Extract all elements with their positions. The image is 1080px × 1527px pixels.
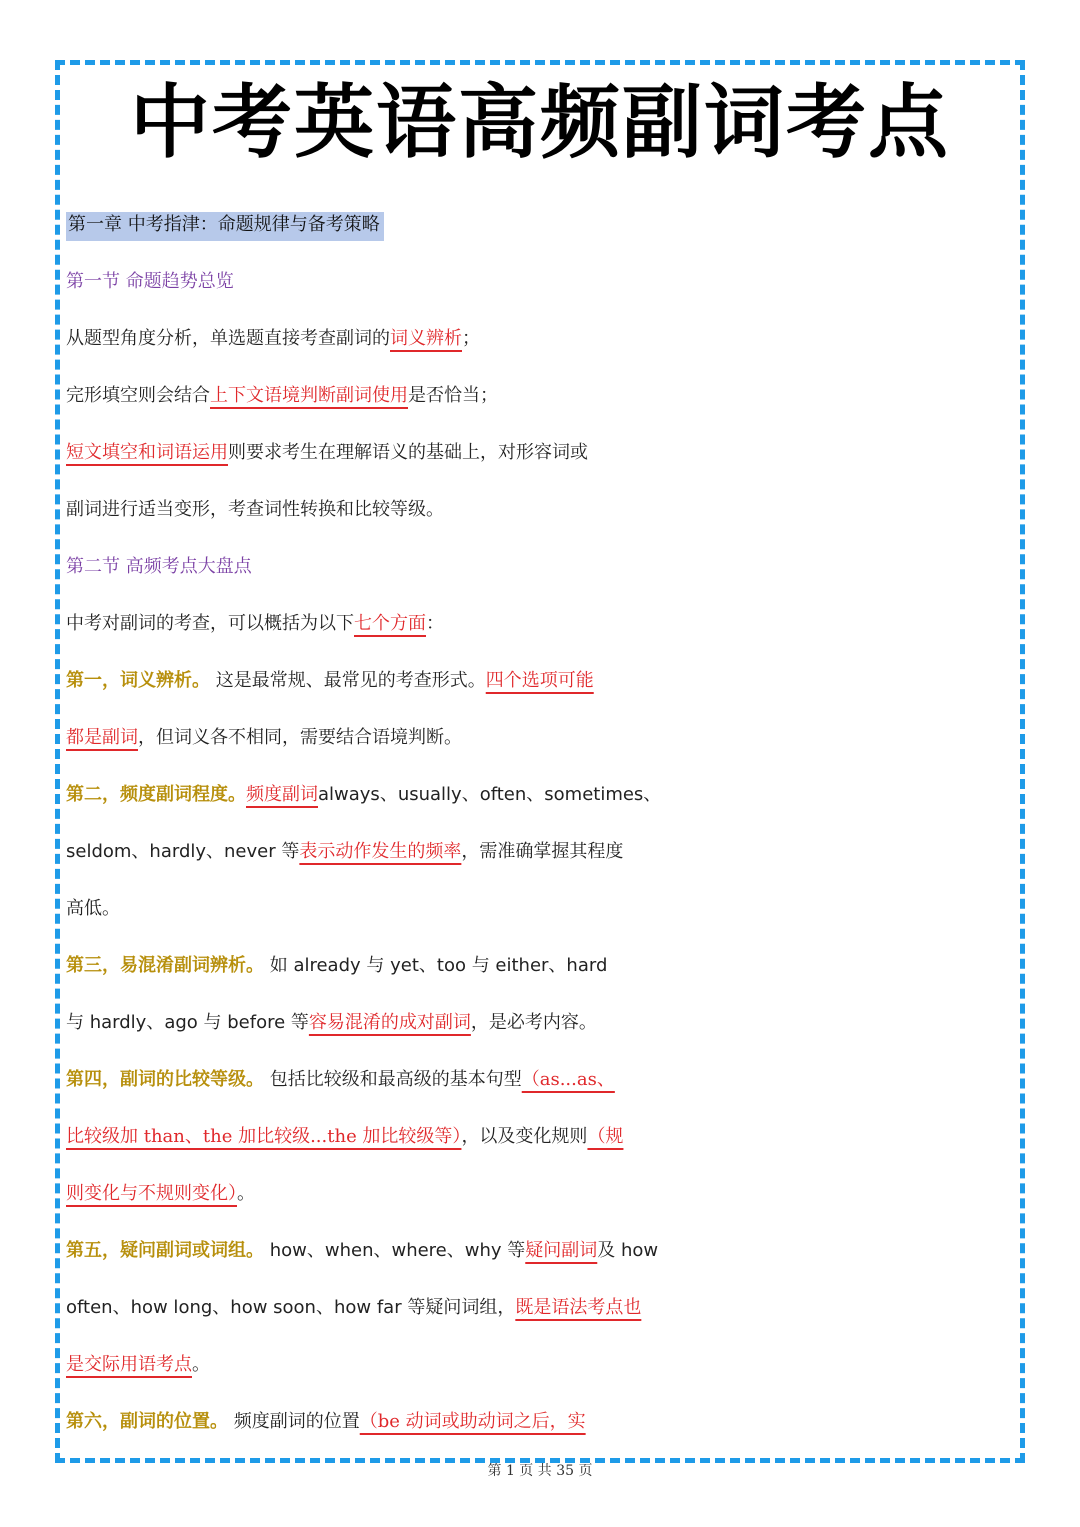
paragraph-line: 都是副词，但词义各不相同，需要结合语境判断。 (66, 727, 462, 748)
paragraph-line: 则变化与不规则变化）。 (66, 1183, 255, 1204)
page-title: 中考英语高频副词考点 (130, 76, 950, 169)
paragraph-line: 高低。 (66, 898, 120, 919)
highlight-term: （规 (587, 1126, 624, 1147)
highlight-term: （be 动词或助动词之后，实 (359, 1411, 586, 1432)
highlight-term: 表示动作发生的频率 (299, 841, 462, 862)
paragraph-line: often、how long、how soon、how far 等疑问词组，既是语法考点也 (66, 1297, 642, 1318)
section-2-heading: 第二节 高频考点大盘点 (66, 556, 252, 577)
page-footer: 第 1 页 共 35 页 (487, 1463, 593, 1479)
point-6-line: 第六，副词的位置。 频度副词的位置（be 动词或助动词之后，实 (66, 1411, 586, 1432)
paragraph-line: seldom、hardly、never 等表示动作发生的频率，需准确掌握其程度 (66, 841, 624, 862)
highlight-term: 是交际用语考点 (66, 1354, 192, 1375)
section-1-heading: 第一节 命题趋势总览 (66, 271, 234, 292)
highlight-term: 频度副词 (246, 784, 318, 805)
highlight-term: 既是语法考点也 (515, 1297, 642, 1318)
highlight-term: 都是副词 (66, 727, 138, 748)
paragraph-line: 从题型角度分析，单选题直接考查副词的词义辨析； (66, 328, 480, 349)
point-1-heading: 第一，词义辨析。 (66, 670, 210, 691)
highlight-term: 短文填空和词语运用 (66, 442, 228, 463)
paragraph-line: 比较级加 than、the 加比较级...the 加比较级等），以及变化规则（规 (66, 1126, 624, 1147)
point-6-heading: 第六，副词的位置。 (66, 1411, 228, 1432)
highlight-term: 疑问副词 (525, 1240, 598, 1261)
paragraph-line: 短文填空和词语运用则要求考生在理解语义的基础上，对形容词或 (66, 442, 588, 463)
point-2-heading: 第二，频度副词程度。 (66, 784, 246, 805)
highlight-term: 则变化与不规则变化） (66, 1183, 237, 1204)
highlight-term: 比较级加 than、the 加比较级...the 加比较级等） (66, 1126, 462, 1147)
point-3-line: 第三，易混淆副词辨析。 如 already 与 yet、too 与 either、hard (66, 955, 608, 976)
paragraph-line: 中考对副词的考查，可以概括为以下七个方面： (66, 613, 444, 634)
point-1-line: 第一，词义辨析。 这是最常规、最常见的考查形式。四个选项可能 (66, 670, 594, 691)
highlight-term: 七个方面 (354, 613, 426, 634)
highlight-term: 上下文语境判断副词使用 (210, 385, 408, 406)
highlight-term: 容易混淆的成对副词 (308, 1012, 471, 1033)
point-2-line: 第二，频度副词程度。频度副词always、usually、often、sometimes、 (66, 784, 662, 805)
chapter-heading-text: 第一章 中考指津：命题规律与备考策略 (66, 212, 384, 241)
highlight-term: 四个选项可能 (485, 670, 594, 691)
point-3-heading: 第三，易混淆副词辨析。 (66, 955, 264, 976)
highlight-term: 词义辨析 (390, 328, 462, 349)
paragraph-line: 是交际用语考点。 (66, 1354, 210, 1375)
document-body (66, 196, 1018, 1450)
point-4-line: 第四，副词的比较等级。 包括比较级和最高级的基本句型（as...as、 (66, 1069, 615, 1090)
paragraph-line: 与 hardly、ago 与 before 等容易混淆的成对副词，是必考内容。 (66, 1012, 597, 1033)
point-5-heading: 第五，疑问副词或词组。 (66, 1240, 264, 1261)
point-5-line: 第五，疑问副词或词组。 how、when、where、why 等疑问副词及 how (66, 1240, 659, 1261)
highlight-term: （as...as、 (521, 1069, 615, 1090)
point-4-heading: 第四，副词的比较等级。 (66, 1069, 264, 1090)
paragraph-line: 副词进行适当变形，考查词性转换和比较等级。 (66, 499, 444, 520)
chapter-heading (66, 196, 1018, 253)
paragraph-line: 完形填空则会结合上下文语境判断副词使用是否恰当； (66, 385, 498, 406)
